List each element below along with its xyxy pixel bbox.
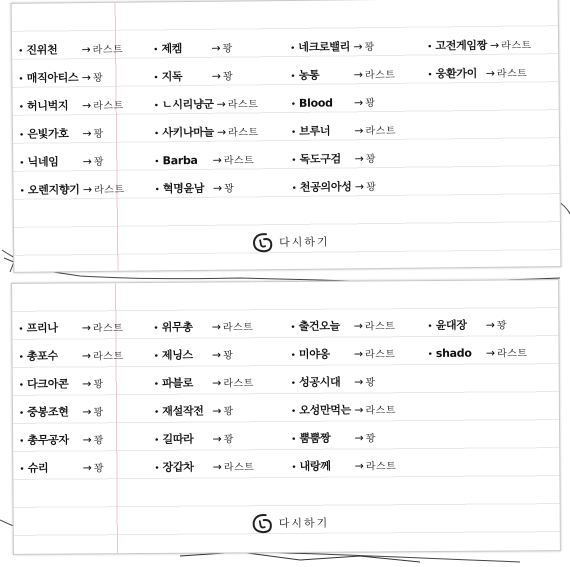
result-entry (19, 461, 104, 477)
result-label: 꽝 (93, 463, 105, 475)
result-entry (290, 40, 375, 56)
bullet: • (290, 71, 296, 82)
bullet: • (154, 463, 160, 474)
result-label: 꽝 (496, 320, 508, 332)
result-entry (154, 182, 234, 198)
bullet: • (153, 379, 160, 390)
participant-name: 제닝스 (161, 348, 193, 362)
bullet: • (18, 130, 25, 141)
participant-name: 오렌지향기 (27, 183, 80, 197)
result-label: 라스트 (227, 99, 259, 111)
bullet: • (290, 350, 296, 361)
bullet: • (290, 406, 297, 417)
participant-name: 중봉조현 (27, 405, 69, 419)
participant-name: 독도구검 (299, 152, 341, 166)
result-label: 라스트 (365, 349, 396, 361)
result-label: 라스트 (223, 462, 255, 474)
arrow-icon: → (82, 155, 92, 169)
arrow-icon: → (489, 38, 500, 52)
participant-name: 다크아콘 (27, 377, 69, 391)
arrow-icon: → (82, 433, 92, 447)
result-entry (18, 71, 103, 87)
bullet: • (290, 99, 297, 110)
result-card-2 (11, 279, 561, 555)
result-label: 라스트 (364, 321, 396, 333)
result-entry (291, 347, 396, 363)
participant-name: 오성만먹는 (299, 403, 351, 417)
participant-name: 출건오늘 (298, 319, 341, 333)
retry-icon (250, 231, 276, 253)
participant-name: 슈리 (27, 461, 49, 475)
result-entry (19, 183, 124, 199)
arrow-icon: → (354, 431, 364, 445)
participant-name: ㄴ시리냥군 (161, 97, 214, 112)
arrow-icon: → (211, 69, 221, 83)
arrow-icon: → (485, 66, 495, 80)
result-label: 꽝 (93, 156, 105, 169)
participant-name: 장갑차 (162, 460, 194, 474)
bullet: • (154, 435, 160, 446)
arrow-icon: → (81, 321, 91, 335)
result-label: 꽝 (365, 154, 377, 166)
result-card-1 (11, 0, 562, 273)
arrow-icon: → (211, 320, 221, 334)
result-entry (427, 318, 507, 334)
arrow-icon: → (354, 152, 364, 166)
arrow-icon: → (81, 43, 91, 57)
arrow-icon: → (212, 404, 222, 418)
result-entry (154, 432, 234, 448)
arrow-icon: → (81, 349, 92, 363)
bullet: • (291, 183, 297, 194)
participant-name: 미야옹 (298, 347, 330, 361)
arrow-icon: → (354, 403, 364, 417)
result-entry (154, 348, 234, 364)
result-entry (428, 346, 528, 362)
participant-name: 위무총 (161, 320, 193, 334)
result-entry (19, 349, 124, 365)
arrow-icon: → (212, 181, 223, 195)
result-label: 라스트 (92, 44, 124, 57)
arrow-icon: → (82, 183, 93, 197)
retry-button[interactable] (250, 512, 340, 535)
participant-name: 뿜뿜짱 (299, 431, 331, 445)
arrow-icon: → (353, 319, 363, 333)
result-entry (19, 377, 104, 393)
bullet: • (427, 70, 433, 81)
bullet: • (291, 462, 297, 473)
arrow-icon: → (485, 346, 496, 360)
participant-name: 내랑께 (299, 459, 331, 473)
participant-name: Barba (162, 153, 198, 168)
result-entry (19, 99, 124, 115)
result-label: 라스트 (365, 461, 397, 473)
result-entry (19, 405, 104, 421)
retry-button[interactable] (250, 230, 340, 253)
participant-name: 성공시대 (299, 375, 341, 389)
result-entry (291, 180, 376, 196)
result-entry (153, 70, 233, 86)
participant-name: shado (435, 346, 472, 360)
participant-name: 허니벅지 (26, 99, 69, 113)
bullet: • (290, 127, 297, 138)
arrow-icon: → (211, 41, 221, 55)
participant-name: 닉네임 (27, 155, 59, 169)
arrow-icon: → (212, 153, 222, 167)
bullet: • (153, 407, 160, 418)
bullet: • (18, 380, 25, 391)
bullet: • (18, 102, 25, 113)
bullet: • (290, 322, 296, 333)
bullet: • (153, 323, 159, 334)
result-entry (18, 321, 123, 337)
arrow-icon: → (212, 376, 222, 390)
result-label: 라스트 (92, 323, 124, 335)
participant-name: 진위천 (26, 43, 58, 57)
arrow-icon: → (354, 375, 364, 389)
bullet: • (18, 324, 24, 335)
participant-name: 총무공자 (27, 433, 69, 447)
retry-icon (250, 512, 276, 534)
result-label: 꽝 (222, 43, 233, 55)
result-label: 꽝 (366, 182, 377, 194)
participant-name: 은빛가호 (27, 127, 69, 141)
participant-name: 브루너 (299, 124, 331, 138)
result-entry (291, 124, 396, 140)
result-entry (154, 153, 254, 169)
result-entry (154, 125, 259, 141)
result-entry (290, 68, 395, 84)
arrow-icon: → (82, 405, 92, 419)
participant-name: 사키나마늘 (162, 125, 214, 140)
arrow-icon: → (353, 96, 364, 110)
bullet: • (18, 408, 25, 419)
result-label: 라스트 (365, 125, 397, 138)
result-entry (427, 66, 527, 82)
arrow-icon: → (212, 432, 222, 446)
bullet: • (153, 351, 159, 362)
result-entry (290, 319, 395, 335)
arrow-icon: → (82, 461, 92, 475)
arrow-icon: → (354, 459, 364, 473)
bullet: • (18, 352, 24, 363)
result-entry (291, 152, 376, 168)
result-entry (427, 38, 532, 54)
bullet: • (427, 321, 433, 333)
result-entry (19, 155, 104, 171)
arrow-icon: → (211, 348, 222, 362)
result-label: 꽝 (223, 350, 234, 362)
bullet: • (290, 378, 297, 389)
result-entry (19, 433, 104, 449)
arrow-icon: → (212, 460, 222, 474)
bullet: • (154, 157, 160, 168)
arrow-icon: → (216, 97, 226, 111)
result-entry (154, 460, 254, 476)
result-label: 라스트 (93, 100, 124, 113)
bullet: • (153, 101, 160, 112)
bullet: • (19, 186, 25, 197)
bullet: • (18, 46, 24, 57)
result-label: 꽝 (93, 435, 104, 447)
participant-name: 혁명윤남 (162, 181, 205, 196)
result-entry (19, 127, 104, 143)
result-label: 꽝 (92, 72, 104, 85)
participant-name: 지독 (161, 70, 183, 84)
result-label: 꽝 (223, 406, 234, 418)
arrow-icon: → (354, 180, 365, 194)
arrow-icon: → (353, 40, 363, 54)
result-label: 라스트 (94, 184, 125, 197)
result-label: 꽝 (364, 42, 375, 54)
result-entry (291, 375, 376, 391)
result-label: 꽝 (93, 407, 104, 419)
result-label: 꽝 (93, 379, 104, 391)
bullet: • (427, 349, 433, 361)
result-entry (153, 320, 253, 336)
result-label: 라스트 (228, 127, 259, 139)
participant-name: 총포수 (26, 349, 58, 363)
participant-name: Blood (298, 96, 333, 110)
participant-name: 재설작전 (162, 404, 204, 418)
result-label: 라스트 (93, 351, 124, 363)
result-entry (291, 459, 396, 475)
result-label: 라스트 (501, 40, 532, 52)
arrow-icon: → (353, 347, 364, 361)
result-entry (153, 42, 233, 58)
result-entry (291, 403, 396, 419)
result-label: 꽝 (224, 183, 235, 195)
participant-name: 네크로밸리 (298, 40, 351, 54)
retry-label: 다시하기 (279, 235, 330, 250)
bullet: • (153, 73, 159, 84)
result-entry (291, 431, 376, 447)
result-label: 꽝 (222, 71, 234, 83)
arrow-icon: → (216, 125, 227, 139)
participant-name: 길따라 (162, 432, 194, 446)
participant-name: 파블로 (162, 376, 194, 390)
result-entry (154, 97, 259, 113)
result-entry (291, 96, 376, 112)
arrow-icon: → (81, 99, 92, 113)
arrow-icon: → (485, 318, 495, 332)
retry-label: 다시하기 (278, 516, 330, 531)
bullet: • (19, 436, 25, 447)
result-label: 꽝 (365, 433, 376, 445)
bullet: • (153, 129, 160, 140)
bullet: • (291, 155, 297, 166)
arrow-icon: → (82, 377, 92, 391)
bullet: • (19, 158, 25, 169)
bullet: • (153, 45, 159, 56)
bullet: • (290, 43, 296, 54)
result-entry (18, 43, 123, 59)
bullet: • (291, 434, 297, 445)
result-label: 라스트 (364, 69, 396, 82)
participant-name: 매직아티스 (26, 71, 79, 85)
arrow-icon: → (353, 68, 363, 82)
result-label: 라스트 (223, 378, 254, 390)
participant-name: 농통 (298, 68, 320, 82)
result-entry (154, 376, 254, 392)
arrow-icon: → (354, 124, 364, 138)
arrow-icon: → (81, 71, 91, 85)
result-label: 라스트 (497, 348, 528, 360)
participant-name: 윤대장 (435, 318, 467, 332)
result-label: 라스트 (496, 68, 528, 80)
bullet: • (18, 74, 24, 85)
result-label: 라스트 (365, 405, 397, 417)
participant-name: 웅환가이 (435, 66, 478, 81)
bullet: • (427, 42, 433, 53)
result-label: 라스트 (222, 322, 254, 334)
arrow-icon: → (82, 127, 92, 141)
result-label: 꽝 (365, 377, 376, 389)
participant-name: 프리나 (26, 321, 58, 335)
result-label: 꽝 (223, 434, 234, 446)
participant-name: 고전게임짱 (435, 38, 488, 53)
result-label: 꽝 (93, 128, 104, 141)
bullet: • (154, 185, 160, 196)
result-label: 라스트 (223, 155, 255, 167)
participant-name: 제켐 (161, 42, 183, 56)
bullet: • (19, 464, 25, 475)
result-entry (154, 404, 234, 420)
result-label: 꽝 (365, 98, 376, 110)
participant-name: 천공의아성 (299, 180, 352, 194)
